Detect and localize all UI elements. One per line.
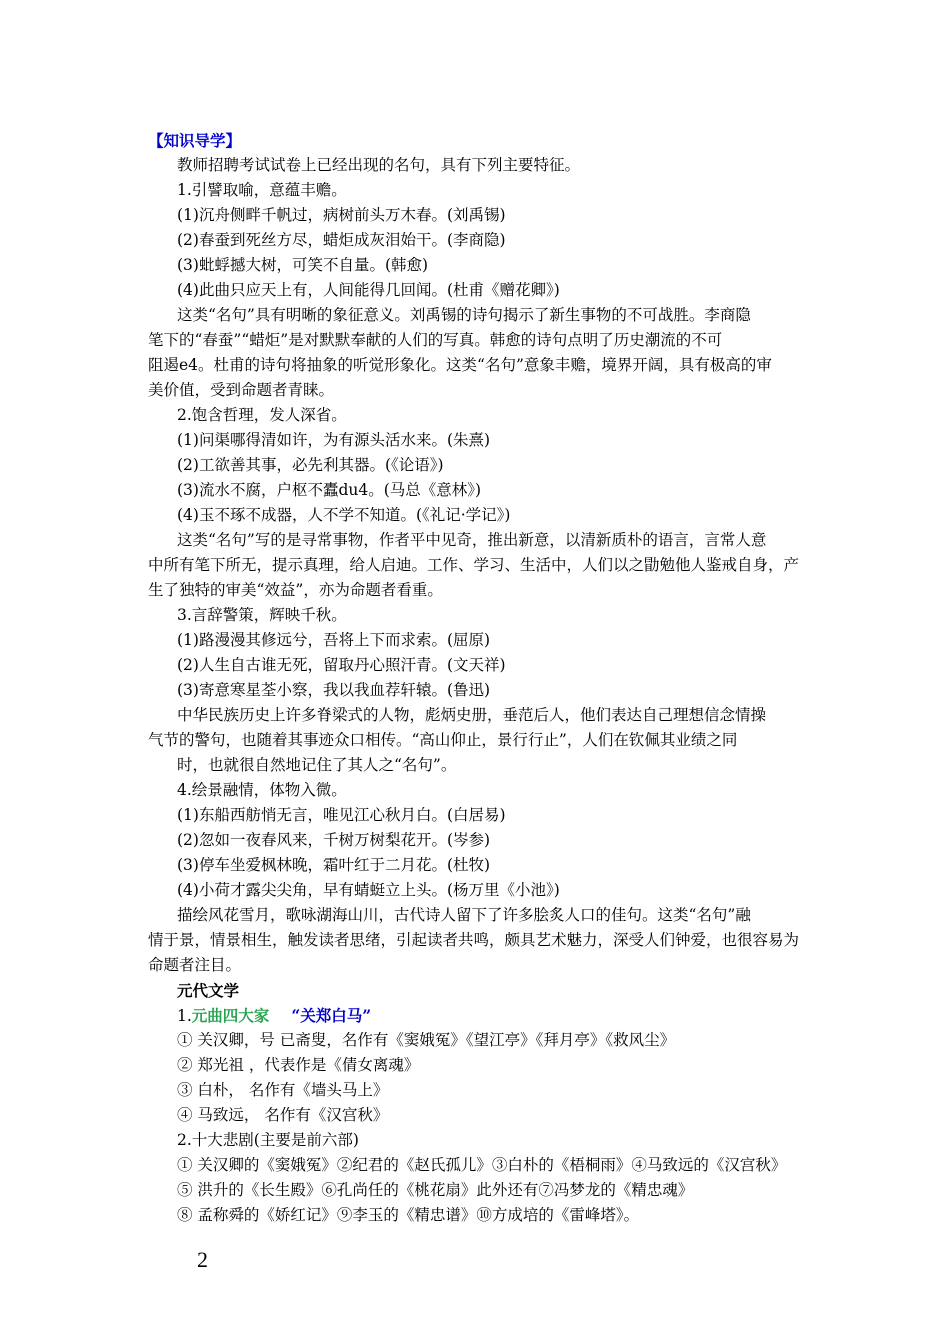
s3-title: 3.言辞警策，辉映千秋。 (177, 606, 347, 624)
s4-title: 4.绘景融情，体物入微。 (177, 781, 347, 799)
yuan-sub1-title (177, 1003, 808, 1028)
section-heading: 【知识导学】 (148, 131, 242, 150)
s1-para-line: 这类“名句”具有明晰的象征意义。刘禹锡的诗句揭示了新生事物的不可战胜。李商隐 (177, 306, 751, 324)
s2-para-line: 这类“名句”写的是寻常事物，作者平中见奇，推出新意，以清新质朴的语言，言常人意 (177, 531, 767, 549)
s4-item: (3)停车坐爱枫林晚，霜叶红于二月花。(杜牧) (177, 856, 491, 874)
yuan-sub1-item: ② 郑光祖 ，代表作是《倩女离魂》 (177, 1056, 420, 1074)
s3-para-line: 气节的警句，也随着其事迹众口相传。“高山仰止，景行行止”，人们在钦佩其业绩之同 (148, 731, 738, 749)
s1-title: 1.引譬取喻，意蕴丰赡。 (177, 181, 347, 199)
yuan-sub2-item: ① 关汉卿的《窦娥冤》②纪君的《赵氏孤儿》③白朴的《梧桐雨》④马致远的《汉宫秋》 (177, 1156, 787, 1174)
s1-item: (4)此曲只应天上有，人间能得几回闻。(杜甫《赠花卿》) (177, 281, 560, 299)
s1-item: (1)沉舟侧畔千帆过，病树前头万木春。(刘禹锡) (177, 206, 506, 224)
yuan-sub2-title: 2.十大悲剧(主要是前六部) (177, 1131, 359, 1149)
yuan-sub1-item: ④ 马致远， 名作有《汉宫秋》 (177, 1106, 389, 1124)
s2-item: (1)问渠哪得清如许，为有源头活水来。(朱熹) (177, 431, 491, 449)
s4-item: (4)小荷才露尖尖角，早有蜻蜓立上头。(杨万里《小池》) (177, 881, 560, 899)
s1-para-line: 阻遏e4。杜甫的诗句将抽象的听觉形象化。这类“名句”意象丰赡，境界开阔，具有极高的审 (148, 356, 772, 374)
s3-item: (2)人生自古谁无死，留取丹心照汗青。(文天祥) (177, 656, 506, 674)
yuan-sub1-item: ③ 白朴， 名作有《墙头马上》 (177, 1081, 389, 1099)
s3-item: (3)寄意寒星荃小察，我以我血荐轩辕。(鲁迅) (177, 681, 491, 699)
s3-item: (1)路漫漫其修远兮，吾将上下而求索。(屈原) (177, 631, 491, 649)
s1-para-line: 笔下的“春蚕”“蜡炬”是对默默奉献的人们的写真。韩愈的诗句点明了历史潮流的不可 (148, 331, 723, 349)
s3-para-line: 中华民族历史上许多脊梁式的人物，彪炳史册，垂范后人，他们表达自己理想信念情操 (177, 706, 767, 724)
page-number: 2 (197, 1247, 208, 1272)
s4-para-line: 情于景，情景相生，触发读者思绪，引起读者共鸣，颇具艺术魅力，深受人们钟爱，也很容易为 (148, 931, 800, 949)
yuan-sub2-item: ⑤ 洪升的《长生殿》⑥孔尚任的《桃花扇》此外还有⑦冯梦龙的《精忠魂》 (177, 1181, 694, 1199)
s4-item: (2)忽如一夜春风来，千树万树梨花开。(岑参) (177, 831, 491, 849)
s4-para-line: 命题者注目。 (148, 956, 242, 974)
s2-para-line: 生了独特的审美“效益”，亦为命题者看重。 (148, 581, 443, 599)
s4-para-line: 描绘风花雪月，歌咏湖海山川，古代诗人留下了许多脍炙人口的佳句。这类“名句”融 (177, 906, 751, 924)
yuan-sub1-nickname: “关郑白马” (291, 1006, 372, 1025)
intro-line: 教师招聘考试试卷上已经出现的名句，具有下列主要特征。 (177, 156, 581, 174)
s2-item: (2)工欲善其事，必先利其器。(《论语》) (177, 456, 444, 474)
s1-item: (3)蚍蜉撼大树，可笑不自量。(韩愈) (177, 256, 429, 274)
s3-para-line: 时，也就很自然地记住了其人之“名句”。 (177, 756, 457, 774)
yuan-sub1-item: ① 关汉卿，号 已斋叟，名作有《窦娥冤》《望江亭》《拜月亭》《救风尘》 (177, 1031, 676, 1049)
s2-para-line: 中所有笔下所无，提示真理，给人启迪。工作、学习、生活中，人们以之勖勉他人鉴戒自身，产 (148, 556, 800, 574)
s1-para-line: 美价值，受到命题者青睐。 (148, 381, 335, 399)
yuan-sub1-number: 1. (177, 1007, 192, 1025)
s4-item: (1)东船西舫悄无言，唯见江心秋月白。(白居易) (177, 806, 506, 824)
s2-item: (4)玉不琢不成器，人不学不知道。(《礼记·学记》) (177, 506, 511, 524)
yuan-title: 元代文学 (177, 981, 240, 1000)
s1-item: (2)春蚕到死丝方尽，蜡炬成灰泪始干。(李商隐) (177, 231, 506, 249)
s2-item: (3)流水不腐，户枢不蠹du4。(马总《意林》) (177, 481, 482, 499)
yuan-sub1-heading: 元曲四大家 (191, 1006, 270, 1025)
yuan-sub2-item: ⑧ 孟称舜的《娇红记》⑨李玉的《精忠谱》⑩方成培的《雷峰塔》。 (177, 1206, 640, 1224)
s2-title: 2.饱含哲理，发人深省。 (177, 406, 347, 424)
